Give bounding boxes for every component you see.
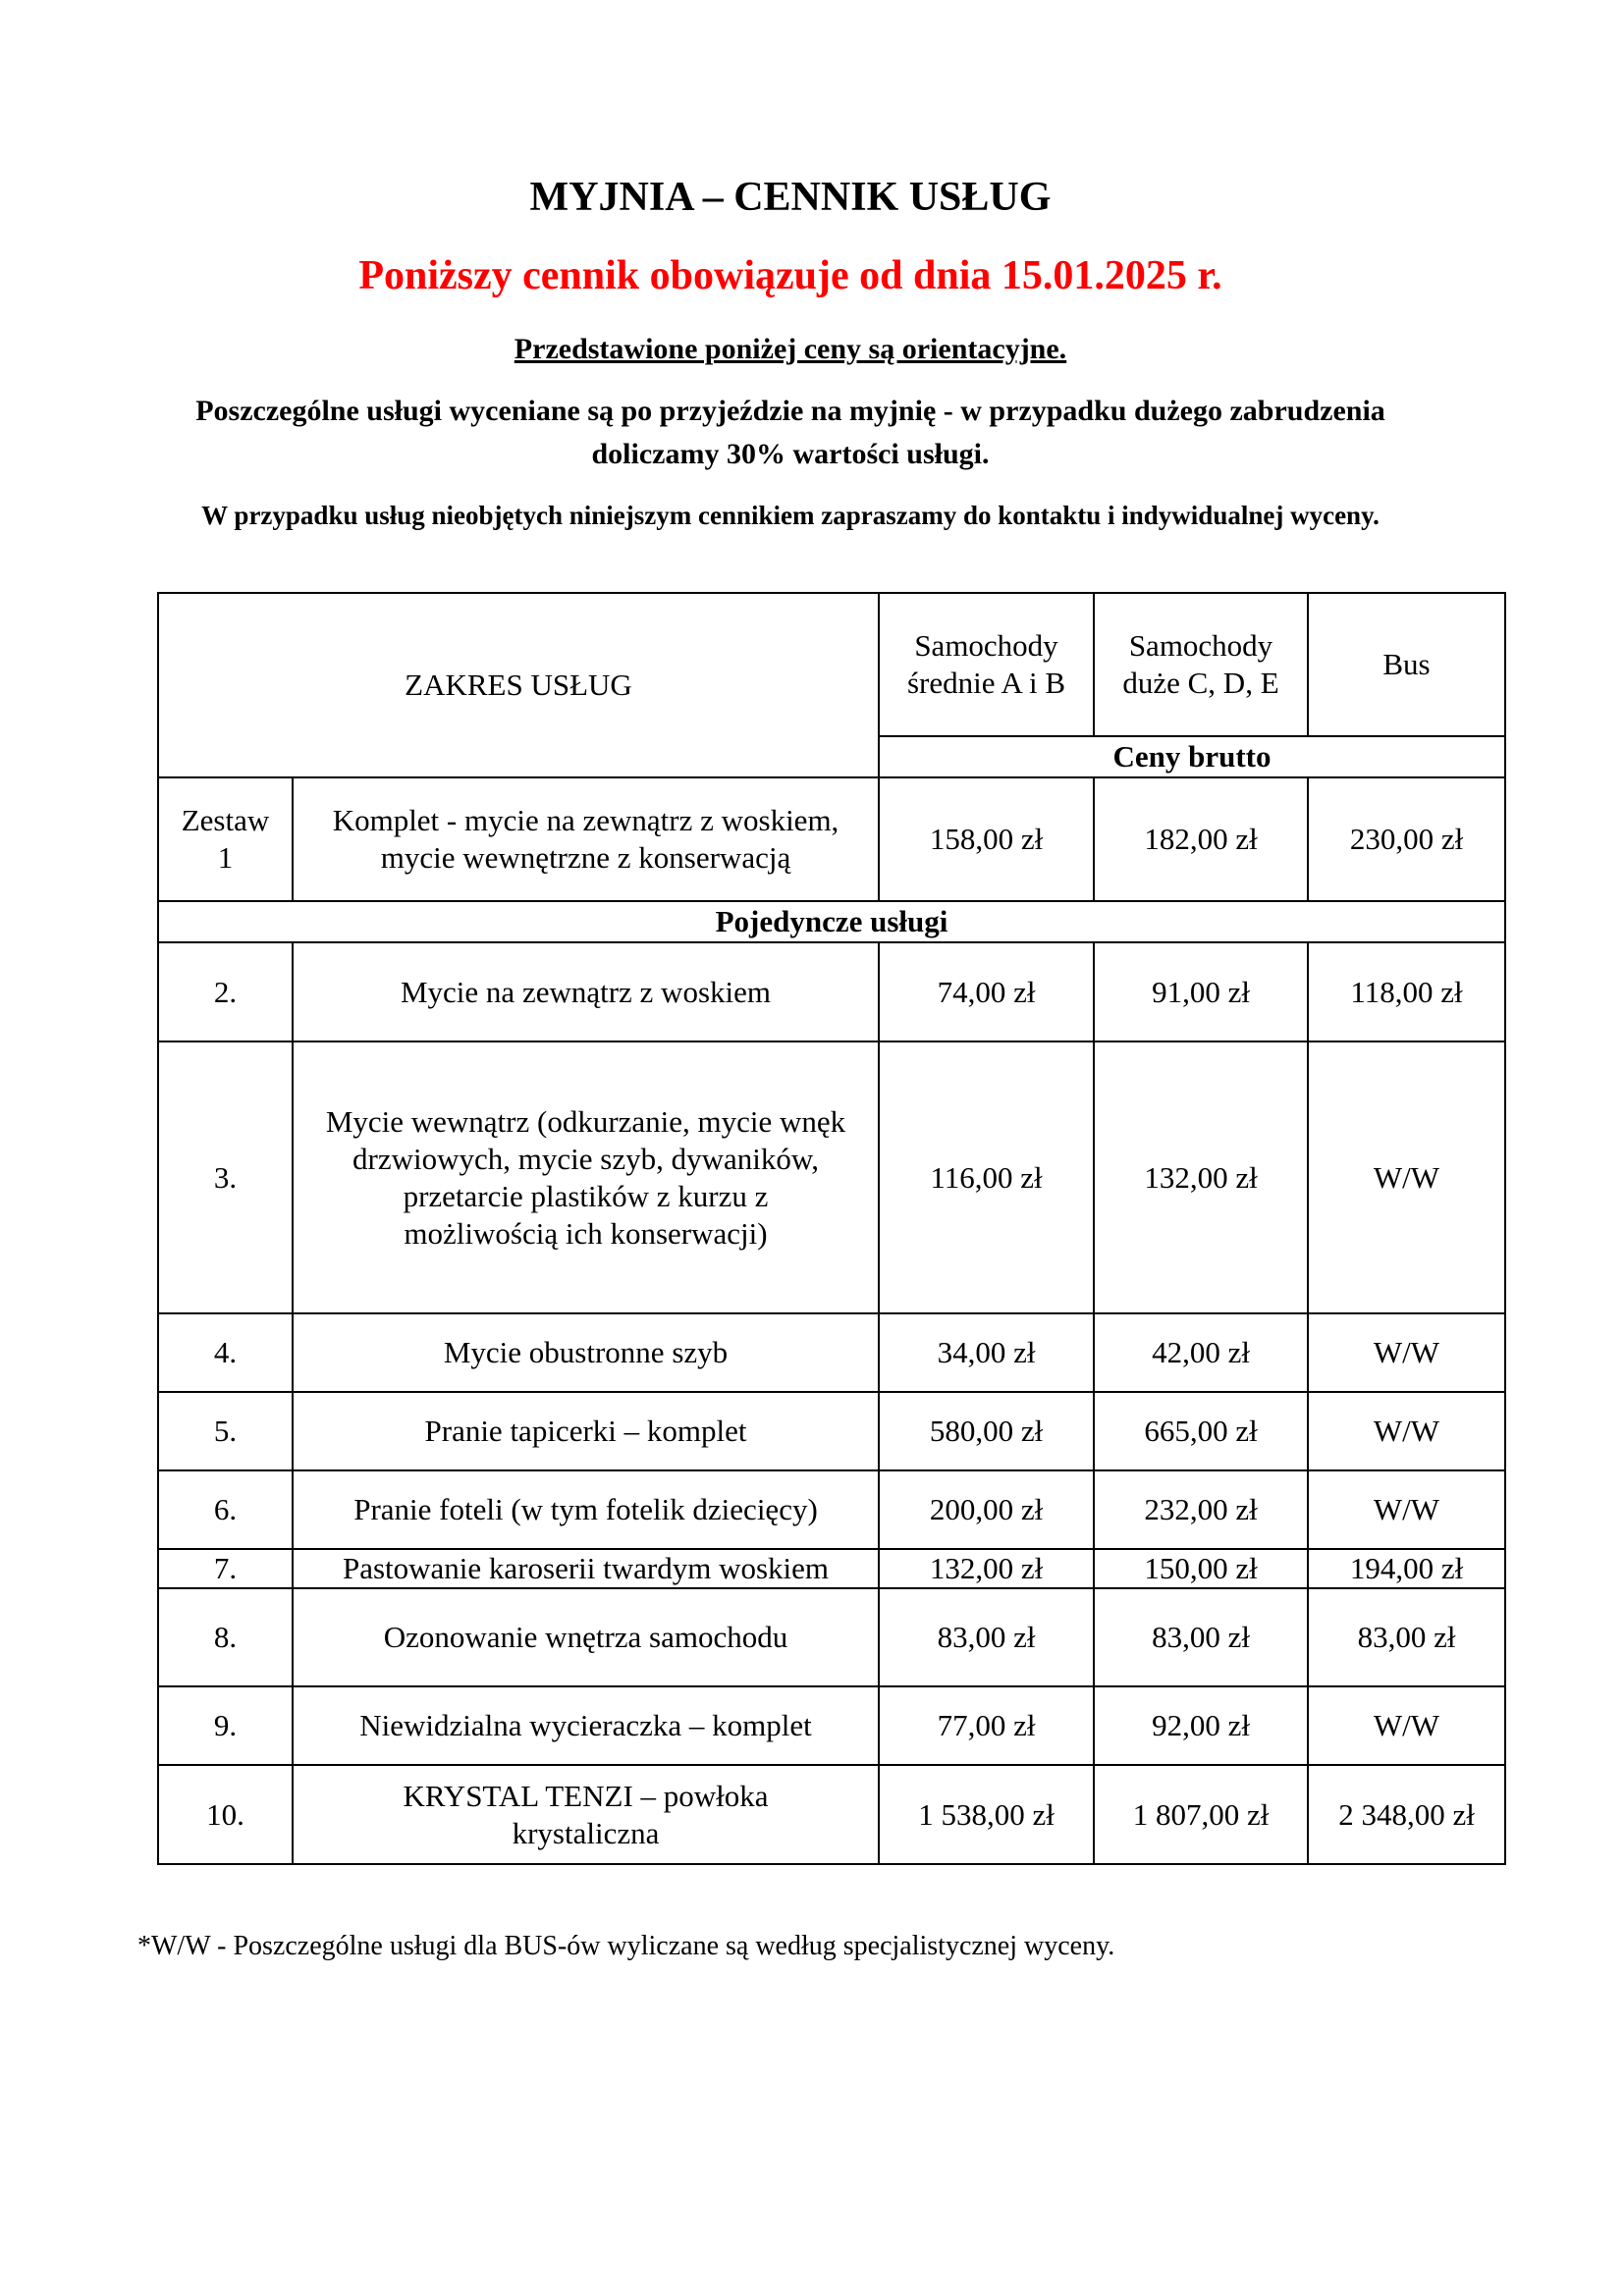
row-number: 10. [158,1765,293,1864]
service-name-line-1: Mycie wewnątrz (odkurzanie, mycie wnęk [325,1103,846,1139]
row-number-line-1: Zestaw [181,803,270,837]
header-service-scope [158,593,879,777]
price-large: 665,00 zł [1094,1392,1308,1470]
price-bus: 194,00 zł [1308,1549,1505,1588]
single-services-row [158,901,1505,942]
pricing-note-line-1: Poszczególne usługi wyceniane są po przyjeździe na myjnię - w przypadku dużego zabrudzenia [195,395,1385,427]
service-name: Niewidzialna wycieraczka – komplet [293,1686,879,1765]
service-name-line-2: krystaliczna [512,1815,660,1850]
row-number: 5. [158,1392,293,1470]
price-medium: 116,00 zł [879,1041,1094,1313]
row-number-line-2: 1 [217,840,234,875]
price-large: 182,00 zł [1094,777,1308,901]
row-number: 8. [158,1588,293,1686]
price-medium: 132,00 zł [879,1549,1094,1588]
header-large-line-1: Samochody [1128,628,1273,663]
table-row [158,1392,1505,1470]
header-medium-line-2: średnie A i B [906,666,1066,700]
service-name-line-4: możliwością ich konserwacji) [404,1215,768,1251]
price-table [157,592,1506,1865]
price-bus: 230,00 zł [1308,777,1505,901]
service-name: Mycie obustronne szyb [293,1313,879,1392]
price-large: 92,00 zł [1094,1686,1308,1765]
row-number: 2. [158,942,293,1041]
row-number: 3. [158,1041,293,1313]
price-bus: 83,00 zł [1308,1588,1505,1686]
table-row [158,1313,1505,1392]
pricing-note-line-2: doliczamy 30% wartości usługi. [591,438,990,470]
price-medium: 74,00 zł [879,942,1094,1041]
service-name: Pranie tapicerki – komplet [293,1392,879,1470]
price-bus: 2 348,00 zł [1308,1765,1505,1864]
price-bus: W/W [1308,1313,1505,1392]
header-large-cars [1094,593,1308,736]
price-large: 232,00 zł [1094,1470,1308,1549]
service-name: Pranie foteli (w tym fotelik dziecięcy) [293,1470,879,1549]
row-number: 6. [158,1470,293,1549]
price-medium: 34,00 zł [879,1313,1094,1392]
price-bus: W/W [1308,1686,1505,1765]
table-row [158,1765,1505,1864]
header-medium-line-1: Samochody [914,628,1058,663]
price-large: 150,00 zł [1094,1549,1308,1588]
row-number [158,777,293,901]
price-large: 132,00 zł [1094,1041,1308,1313]
service-name [293,1765,879,1864]
service-name-line-1: Komplet - mycie na zewnątrz z woskiem, [332,803,839,837]
header-bus-label: Bus [1382,647,1431,681]
indicative-prices-note: Przedstawione poniżej ceny są orientacyjne. [514,333,1067,365]
header-medium-cars [879,593,1094,736]
valid-from-notice: Poniższy cennik obowiązuje od dnia 15.01.2025 r. [358,253,1222,298]
price-medium: 1 538,00 zł [879,1765,1094,1864]
row-number: 4. [158,1313,293,1392]
price-medium: 200,00 zł [879,1470,1094,1549]
service-name: Pastowanie karoserii twardym woskiem [293,1549,879,1588]
price-bus: W/W [1308,1470,1505,1549]
table-row [158,1588,1505,1686]
service-name [293,777,879,901]
table-header-row [158,593,1505,736]
footnote: *W/W - Poszczególne usługi dla BUS-ów wyliczane są według specjalistycznej wyceny. [137,1931,1115,1961]
price-large: 91,00 zł [1094,942,1308,1041]
service-name: Ozonowanie wnętrza samochodu [293,1588,879,1686]
single-services-label: Pojedyncze usługi [158,901,1505,942]
price-large: 83,00 zł [1094,1588,1308,1686]
table-row [158,942,1505,1041]
row-number: 9. [158,1686,293,1765]
pricing-note [108,390,1473,476]
service-name-line-2: drzwiowych, mycie szyb, dywaników, [352,1141,819,1176]
price-bus: W/W [1308,1041,1505,1313]
table-row [158,1041,1505,1313]
price-large: 42,00 zł [1094,1313,1308,1392]
table-row [158,1549,1505,1588]
price-medium: 158,00 zł [879,777,1094,901]
price-medium: 580,00 zł [879,1392,1094,1470]
gross-prices-label: Ceny brutto [879,736,1505,777]
header-service-scope-label: ZAKRES USŁUG [405,667,632,702]
table-row [158,1686,1505,1765]
price-medium: 83,00 zł [879,1588,1094,1686]
service-name [293,1041,879,1313]
service-name-line-3: przetarcie plastików z kurzu z [403,1178,769,1213]
header-bus [1308,593,1505,736]
price-bus: W/W [1308,1392,1505,1470]
header-large-line-2: duże C, D, E [1122,666,1279,700]
price-large: 1 807,00 zł [1094,1765,1308,1864]
price-medium: 77,00 zł [879,1686,1094,1765]
contact-note: W przypadku usług nieobjętych niniejszym cennikiem zapraszamy do kontaktu i indywidualnej wyceny. [201,501,1380,530]
row-number: 7. [158,1549,293,1588]
service-name: Mycie na zewnątrz z woskiem [293,942,879,1041]
table-row [158,777,1505,901]
service-name-line-1: KRYSTAL TENZI – powłoka [403,1778,769,1813]
table-row [158,1470,1505,1549]
service-name-line-2: mycie wewnętrzne z konserwacją [380,840,791,875]
page-title: MYJNIA – CENNIK USŁUG [529,175,1052,220]
price-bus: 118,00 zł [1308,942,1505,1041]
